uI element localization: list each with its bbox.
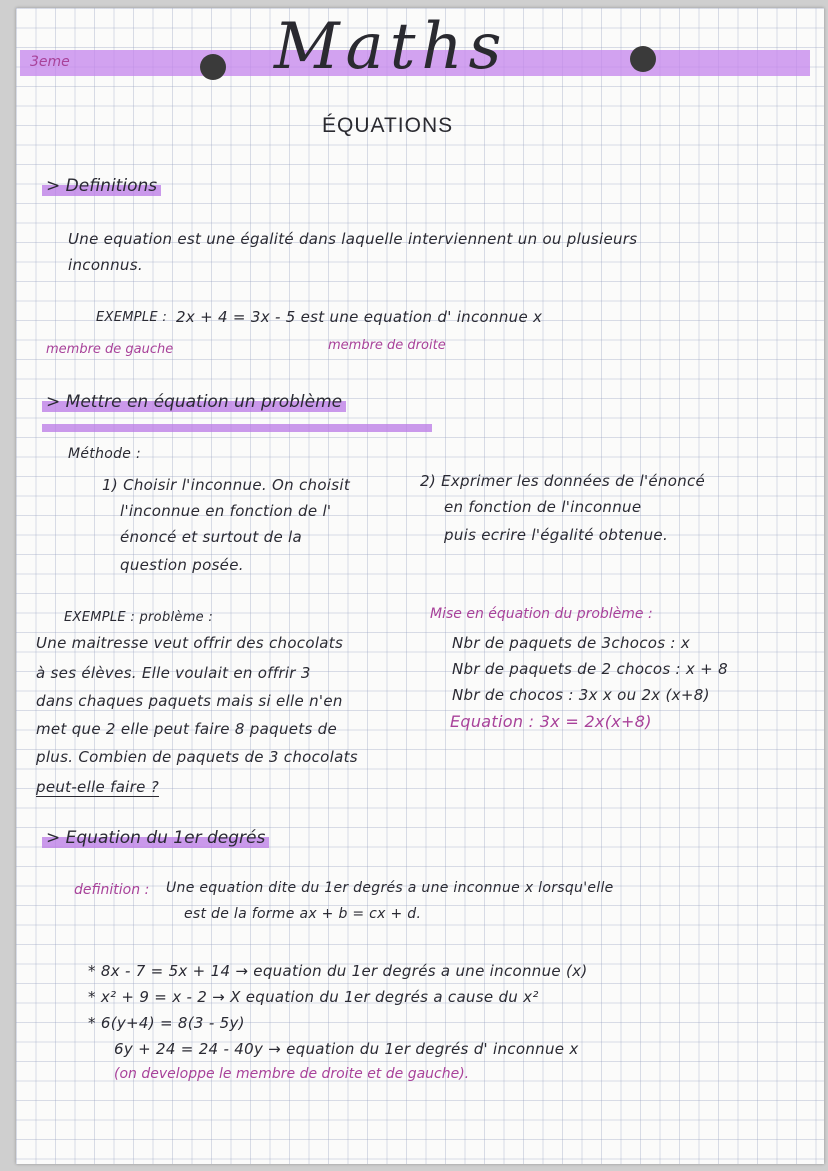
first-degree-example: * 6(y+4) = 8(3 - 5y) xyxy=(88,1014,245,1032)
first-degree-definition-line1: Une equation dite du 1er degrés a une inconnue x lorsqu'elle xyxy=(166,880,614,896)
binder-hole-right xyxy=(630,46,656,72)
definition-example-label: EXEMPLE : xyxy=(96,310,168,325)
step1-line1: 1) Choisir l'inconnue. On choisit xyxy=(102,476,351,494)
step2-line2: en fonction de l'inconnue xyxy=(444,498,642,516)
page-subtitle: ÉQUATIONS xyxy=(322,114,454,137)
notebook-page xyxy=(16,8,824,1164)
step2-line3: puis ecrire l'égalité obtenue. xyxy=(444,526,669,544)
definition-text-line2: inconnus. xyxy=(68,256,143,274)
first-degree-expansion: 6y + 24 = 24 - 40y → equation du 1er degrés d' inconnue x xyxy=(114,1040,579,1058)
first-degree-definition-label: definition : xyxy=(74,882,150,898)
binder-hole-left xyxy=(200,54,226,80)
step1-line2: l'inconnue en fonction de l' xyxy=(120,502,332,520)
grade-label: 3eme xyxy=(30,54,70,70)
page-title: Maths xyxy=(274,10,508,84)
section-problem-heading: > Mettre en équation un problème xyxy=(42,392,346,412)
problem-example-line: plus. Combien de paquets de 3 chocolats xyxy=(36,748,358,766)
setup-line: Nbr de paquets de 2 chocos : x + 8 xyxy=(452,660,728,678)
setup-equation: Equation : 3x = 2x(x+8) xyxy=(450,712,652,731)
problem-example-line: met que 2 elle peut faire 8 paquets de xyxy=(36,720,337,738)
section-definitions-heading: > Definitions xyxy=(42,176,161,196)
step1-line4: question posée. xyxy=(120,556,244,574)
problem-heading-highlight xyxy=(42,424,432,432)
setup-line: Nbr de paquets de 3chocos : x xyxy=(452,634,691,652)
first-degree-example: * 8x - 7 = 5x + 14 → equation du 1er degrés a une inconnue (x) xyxy=(88,962,588,980)
problem-example-line: peut-elle faire ? xyxy=(36,778,159,796)
setup-title: Mise en équation du problème : xyxy=(430,606,653,622)
definition-example-text: 2x + 4 = 3x - 5 est une equation d' inconnue x xyxy=(176,308,543,326)
first-degree-example: * x² + 9 = x - 2 → X equation du 1er degrés a cause du x² xyxy=(88,988,539,1006)
problem-example-line: dans chaques paquets mais si elle n'en xyxy=(36,692,343,710)
definition-text-line1: Une equation est une égalité dans laquelle interviennent un ou plusieurs xyxy=(68,230,638,248)
problem-example-line: Une maitresse veut offrir des chocolats xyxy=(36,634,344,652)
first-degree-definition-line2: est de la forme ax + b = cx + d. xyxy=(184,906,422,922)
step1-line3: énoncé et surtout de la xyxy=(120,528,303,546)
problem-example-line: à ses élèves. Elle voulait en offrir 3 xyxy=(36,664,311,682)
section-first-degree-heading: > Equation du 1er degrés xyxy=(42,828,269,848)
right-member-label: membre de droite xyxy=(328,338,446,353)
left-member-label: membre de gauche xyxy=(46,342,174,357)
setup-line: Nbr de chocos : 3x x ou 2x (x+8) xyxy=(452,686,710,704)
step2-line1: 2) Exprimer les données de l'énoncé xyxy=(420,472,706,490)
problem-example-title: EXEMPLE : problème : xyxy=(64,610,214,625)
method-label: Méthode : xyxy=(68,446,141,462)
first-degree-expansion-note: (on developpe le membre de droite et de gauche). xyxy=(114,1066,470,1082)
